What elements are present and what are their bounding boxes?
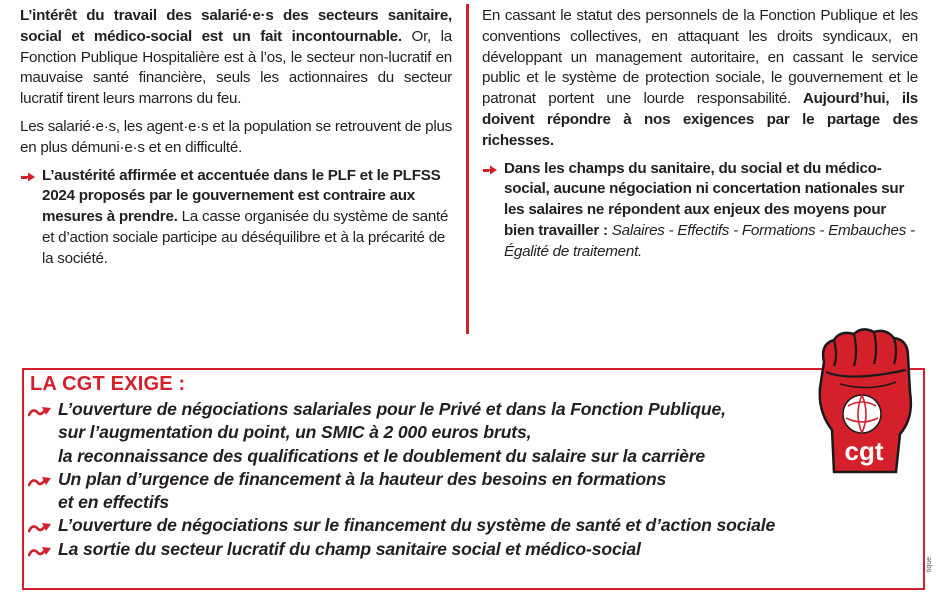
bullet-arrow-icon <box>482 164 498 176</box>
left-bullet-rest: La casse organisée du système de santé et d’action sociale participe au déséquilibre et à la précarité de la société. <box>42 208 449 267</box>
demand-line: La sortie du secteur lucratif du champ sanitaire social et médico-social <box>58 538 641 559</box>
left-bullet <box>20 166 452 270</box>
demand-line: sur l’augmentation du point, un SMIC à 2 000 euros bruts, <box>58 422 532 443</box>
left-paragraph-1 <box>20 6 452 110</box>
curved-arrow-icon <box>28 474 54 488</box>
logo-text: cgt <box>844 436 884 466</box>
side-margin-text: tique. <box>926 554 933 572</box>
demand-line: la reconnaissance des qualifications et le doublement du salaire sur la carrière <box>58 445 706 466</box>
column-divider <box>466 4 469 334</box>
curved-arrow-icon <box>28 544 54 558</box>
right-bullet-bold: Dans les champs du sanitaire, du social et du médico-social, aucune négociation ni concertation nationales sur les salaires ne répondent aux enjeux des moyens pour bien travailler : <box>504 159 905 239</box>
cgt-demands-box <box>22 368 925 590</box>
right-bullet <box>482 159 918 263</box>
right-bullet-italic: Salaires - Effectifs - Formations - Embauches - Égalité de traitement. <box>504 221 915 260</box>
curved-arrow-icon <box>28 520 54 534</box>
right-paragraph-1-regular: En cassant le statut des personnels de la Fonction Publique et les conventions collectives, en attaquant les droits syndicaux, en développant un management autoritaire, en cassant le service public et le système de protection sociale, le gouvernement et le patronat portent une lourde responsabilité. <box>482 7 918 108</box>
demand-line: L’ouverture de négociations salariales pour le Privé et dans la Fonction Publique, <box>58 399 726 419</box>
right-column <box>482 6 918 270</box>
bullet-arrow-icon <box>20 171 36 183</box>
demand-line: Un plan d’urgence de financement à la hauteur des besoins en formations <box>58 468 667 489</box>
demand-item <box>28 514 898 537</box>
demands-list <box>28 398 898 561</box>
right-paragraph-1 <box>482 6 918 152</box>
demand-item <box>28 398 898 468</box>
left-paragraph-1-bold: L’intérêt du travail des salarié·e·s des secteurs sanitaire, social et médico-social est un fait incontournable. <box>20 7 452 45</box>
demands-title: LA CGT EXIGE : <box>30 373 186 395</box>
demand-item <box>28 468 898 515</box>
left-paragraph-1-rest: Or, la Fonction Publique Hospitalière est à l’os, le secteur non-lucratif en mauvaise santé financière, seuls les actionnaires du secteur lucratif tirent leurs marrons du feu. <box>20 27 452 108</box>
curved-arrow-icon <box>28 404 54 418</box>
left-bullet-bold: L’austérité affirmée et accentuée dans le PLF et le PLFSS 2024 proposés par le gouvernement est contraire aux mesures à prendre. <box>42 166 441 226</box>
demand-line: L’ouverture de négociations sur le financement du système de santé et d’action sociale <box>58 515 776 536</box>
left-column <box>20 6 452 277</box>
demand-item <box>28 538 898 561</box>
left-paragraph-2: Les salarié·e·s, les agent·e·s et la population se retrouvent de plus en plus démuni·e·s et en difficulté. <box>20 117 452 156</box>
demand-line: et en effectifs <box>58 492 169 513</box>
cgt-fist-logo <box>810 322 922 482</box>
right-paragraph-1-bold: Aujourd’hui, ils doivent répondre à nos exigences par le partage des richesses. <box>482 90 918 149</box>
